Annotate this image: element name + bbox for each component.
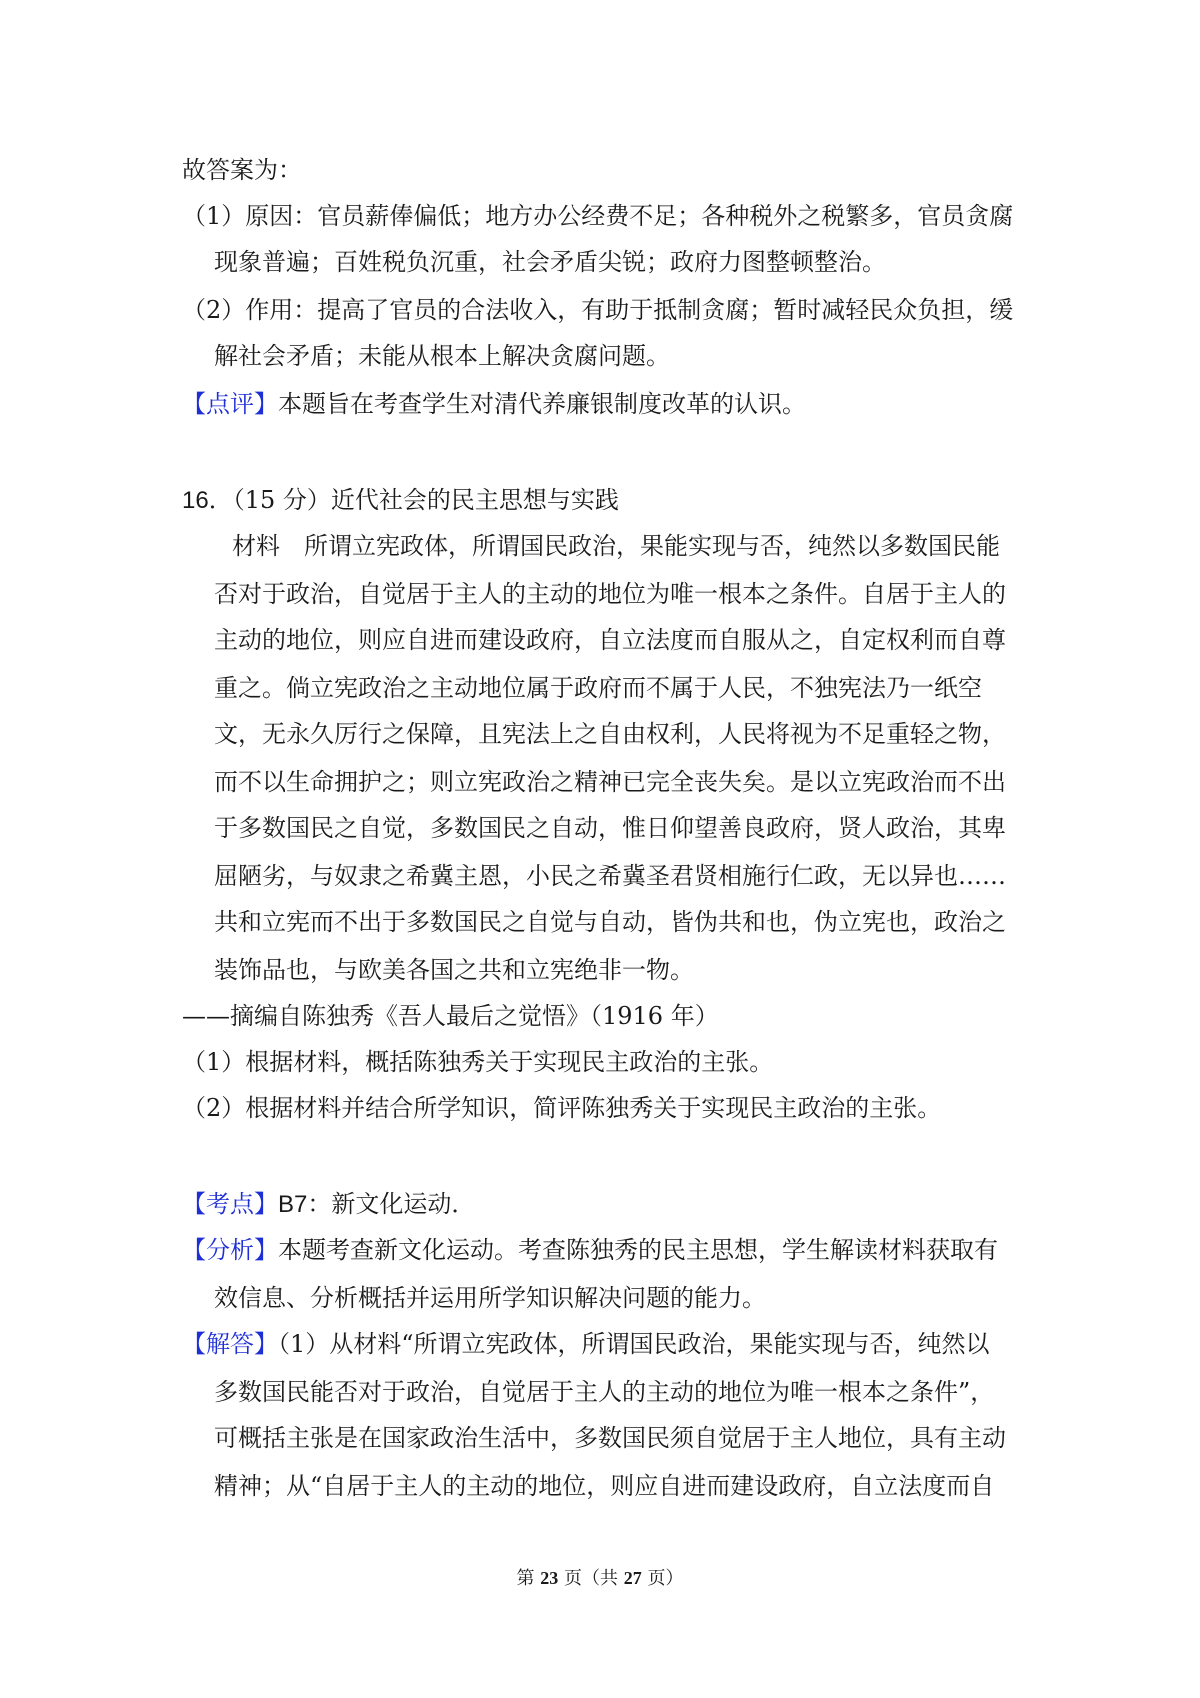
material-line-9: 共和立宪而不出于多数国民之自觉与自动，皆伪共和也，伪立宪也，政治之 — [214, 908, 1006, 936]
jieda-tag: 【解答】 — [182, 1330, 278, 1358]
material-line-3: 主动的地位，则应自进而建设政府，自立法度而自服从之，自定权利而自尊 — [214, 626, 1006, 654]
footer-suffix: 页） — [641, 1568, 684, 1589]
fenxi-tag: 【分析】 — [182, 1236, 278, 1264]
material-line-4: 重之。倘立宪政治之主动地位属于政府而不属于人民，不独宪法乃一纸空 — [214, 674, 982, 702]
jieda-line-1 — [182, 1328, 990, 1360]
answer-item-2-line-1: （2）作用：提高了官员的合法收入，有助于抵制贪腐；暂时减轻民众负担，缓 — [182, 296, 1014, 324]
material-line-2: 否对于政治，自觉居于主人的主动的地位为唯一根本之条件。自居于主人的 — [214, 580, 1006, 608]
answer-item-1-line-2: 现象普遍；百姓税负沉重，社会矛盾尖锐；政府力图整顿整治。 — [214, 248, 886, 276]
kaodian-line — [182, 1188, 475, 1221]
comment-tag: 【点评】 — [182, 390, 278, 418]
comment-text: 本题旨在考查学生对清代养廉银制度改革的认识。 — [278, 390, 806, 418]
fenxi-text-1: 本题考查新文化运动。考查陈独秀的民主思想，学生解读材料获取有 — [278, 1236, 998, 1264]
page-footer — [0, 1566, 1200, 1591]
kaodian-code: B7 — [278, 1191, 308, 1218]
material-source: ——摘编自陈独秀《吾人最后之觉悟》（1916 年） — [182, 1002, 719, 1030]
fenxi-line-1 — [182, 1234, 998, 1266]
footer-middle: 页（共 — [558, 1568, 624, 1589]
kaodian-text: ：新文化运动． — [307, 1190, 476, 1218]
kaodian-tag: 【考点】 — [182, 1190, 278, 1218]
fenxi-line-2: 效信息、分析概括并运用所学知识解决问题的能力。 — [214, 1284, 766, 1312]
material-line-6: 而不以生命拥护之；则立宪政治之精神已完全丧失矣。是以立宪政治而不出 — [214, 768, 1006, 796]
material-line-5: 文，无永久厉行之保障，且宪法上之自由权利，人民将视为不足重轻之物， — [214, 720, 1006, 748]
material-line-10: 装饰品也，与欧美各国之共和立宪绝非一物。 — [214, 956, 694, 984]
jieda-line-2: 多数国民能否对于政治，自觉居于主人的主动的地位为唯一根本之条件”， — [214, 1378, 995, 1406]
answer-intro: 故答案为： — [182, 156, 302, 184]
footer-page-number: 23 — [540, 1568, 559, 1588]
jieda-text-1: （1）从材料“所谓立宪政体，所谓国民政治，果能实现与否，纯然以 — [278, 1330, 990, 1358]
material-line-1: 材料 所谓立宪政体，所谓国民政治，果能实现与否，纯然以多数国民能 — [232, 532, 1000, 560]
answer-item-2-line-2: 解社会矛盾；未能从根本上解决贪腐问题。 — [214, 342, 670, 370]
footer-prefix: 第 — [516, 1568, 541, 1589]
footer-total-pages: 27 — [623, 1568, 642, 1588]
question-number: 16． — [182, 487, 233, 514]
comment-line — [182, 388, 806, 420]
question-heading — [182, 484, 619, 517]
subquestion-1: （1）根据材料，概括陈独秀关于实现民主政治的主张。 — [182, 1048, 774, 1076]
answer-item-1-line-1: （1）原因：官员薪俸偏低；地方办公经费不足；各种税外之税繁多，官员贪腐 — [182, 202, 1014, 230]
question-title: （15 分）近代社会的民主思想与实践 — [232, 486, 619, 514]
jieda-line-3: 可概括主张是在国家政治生活中，多数国民须自觉居于主人地位，具有主动 — [214, 1424, 1006, 1452]
jieda-line-4: 精神；从“自居于主人的主动的地位，则应自进而建设政府，自立法度而自 — [214, 1472, 995, 1500]
material-line-7: 于多数国民之自觉，多数国民之自动，惟日仰望善良政府，贤人政治，其卑 — [214, 814, 1006, 842]
subquestion-2: （2）根据材料并结合所学知识，简评陈独秀关于实现民主政治的主张。 — [182, 1094, 942, 1122]
material-line-8: 屈陋劣，与奴隶之希冀主恩，小民之希冀圣君贤相施行仁政，无以异也…… — [214, 862, 1006, 890]
